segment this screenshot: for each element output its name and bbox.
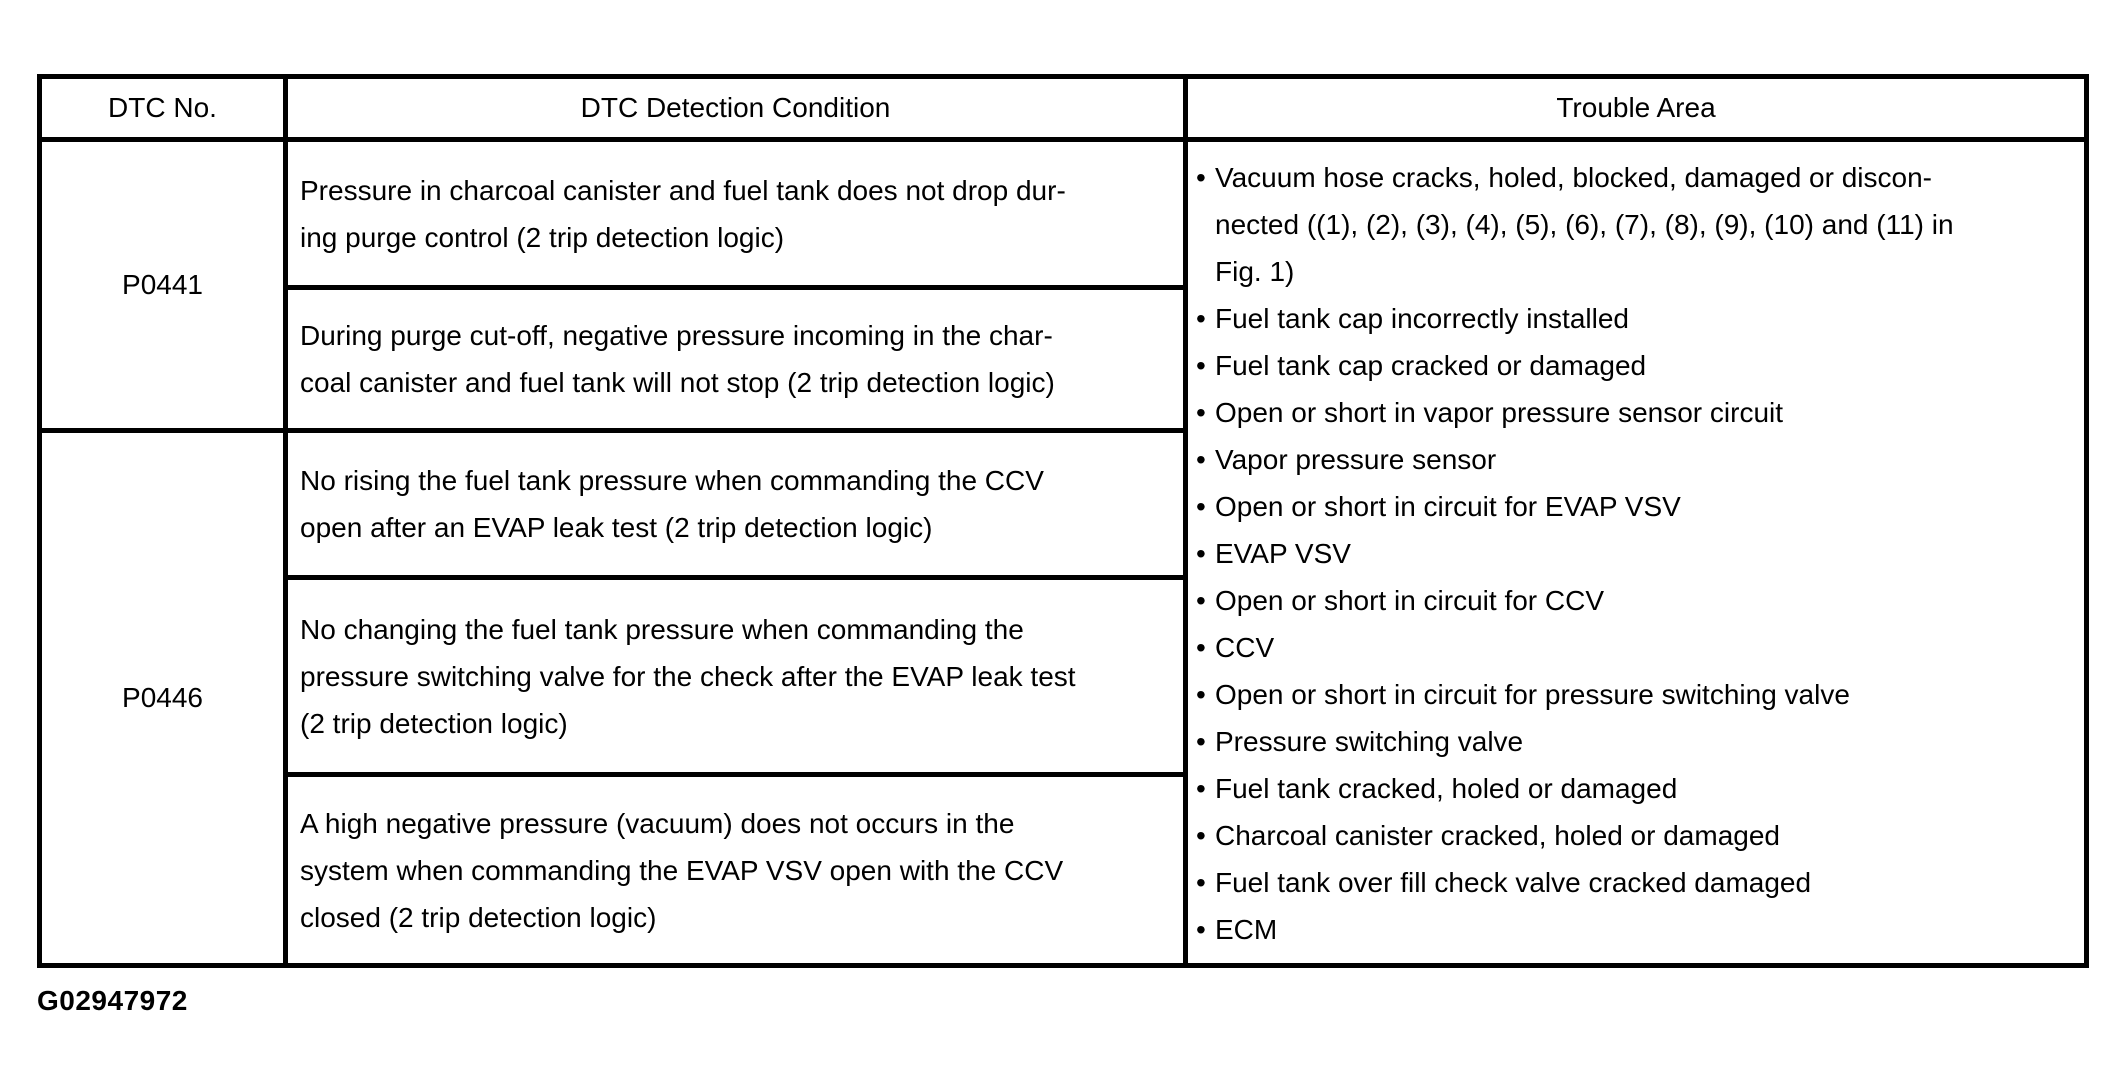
- header-row: [40, 77, 2087, 140]
- bullet-icon: •: [1196, 820, 1206, 851]
- table-row: [40, 140, 2087, 288]
- trouble-item-text: Open or short in vapor pressure sensor circuit: [1215, 397, 1784, 428]
- detection-condition-cell: No rising the fuel tank pressure when commanding the CCV open after an EVAP leak test (2 trip detection logic): [286, 431, 1186, 578]
- detection-condition-cell: During purge cut-off, negative pressure incoming in the char- coal canister and fuel tank will not stop (2 trip detection logic): [286, 288, 1186, 431]
- list-item: [1194, 906, 2076, 953]
- bullet-icon: •: [1196, 491, 1206, 522]
- trouble-area-list: [1188, 142, 2084, 953]
- list-item: [1194, 436, 2076, 483]
- header-trouble-area: Trouble Area: [1186, 77, 2087, 140]
- trouble-item-text: Charcoal canister cracked, holed or damaged: [1215, 820, 1780, 851]
- trouble-item-text: Open or short in circuit for EVAP VSV: [1215, 491, 1681, 522]
- list-item: [1194, 624, 2076, 671]
- bullet-icon: •: [1196, 773, 1206, 804]
- dtc-code-cell: P0441: [40, 140, 286, 431]
- trouble-item-text: Open or short in circuit for CCV: [1215, 585, 1605, 616]
- trouble-item-text: CCV: [1215, 632, 1275, 663]
- list-item: [1194, 671, 2076, 718]
- bullet-icon: •: [1196, 538, 1206, 569]
- bullet-icon: •: [1196, 914, 1206, 945]
- list-item: [1194, 154, 2076, 295]
- trouble-area-cell: [1186, 140, 2087, 966]
- list-item: [1194, 765, 2076, 812]
- list-item: [1194, 530, 2076, 577]
- header-detection-condition: DTC Detection Condition: [286, 77, 1186, 140]
- bullet-icon: •: [1196, 726, 1206, 757]
- figure-id: G02947972: [37, 985, 188, 1016]
- trouble-item-text: Fuel tank cap incorrectly installed: [1215, 303, 1629, 334]
- trouble-item-text: Fuel tank cap cracked or damaged: [1215, 350, 1647, 381]
- header-dtc-no: DTC No.: [40, 77, 286, 140]
- dtc-table: [37, 74, 2089, 968]
- dtc-code-cell: P0446: [40, 431, 286, 966]
- bullet-icon: •: [1196, 444, 1206, 475]
- list-item: [1194, 812, 2076, 859]
- list-item: [1194, 577, 2076, 624]
- list-item: [1194, 718, 2076, 765]
- bullet-icon: •: [1196, 303, 1206, 334]
- bullet-icon: •: [1196, 162, 1206, 193]
- bullet-icon: •: [1196, 350, 1206, 381]
- trouble-item-text: Open or short in circuit for pressure switching valve: [1215, 679, 1850, 710]
- trouble-item-text: Vapor pressure sensor: [1215, 444, 1497, 475]
- trouble-item-text: EVAP VSV: [1215, 538, 1351, 569]
- list-item: [1194, 389, 2076, 436]
- list-item: [1194, 483, 2076, 530]
- list-item: [1194, 295, 2076, 342]
- bullet-icon: •: [1196, 585, 1206, 616]
- list-item: [1194, 859, 2076, 906]
- trouble-item-text: Fuel tank over fill check valve cracked damaged: [1215, 867, 1812, 898]
- bullet-icon: •: [1196, 632, 1206, 663]
- bullet-icon: •: [1196, 397, 1206, 428]
- detection-condition-cell: Pressure in charcoal canister and fuel tank does not drop dur- ing purge control (2 trip detection logic): [286, 140, 1186, 288]
- detection-condition-cell: A high negative pressure (vacuum) does not occurs in the system when commanding the EVAP VSV open with the CCV closed (2 trip detection logic): [286, 775, 1186, 966]
- trouble-item-text: ECM: [1215, 914, 1278, 945]
- bullet-icon: •: [1196, 867, 1206, 898]
- bullet-icon: •: [1196, 679, 1206, 710]
- detection-condition-cell: No changing the fuel tank pressure when commanding the pressure switching valve for the check after the EVAP leak test (2 trip detection logic): [286, 578, 1186, 775]
- trouble-item-text: Vacuum hose cracks, holed, blocked, damaged or discon- nected ((1), (2), (3), (4), (5), (6), (7), (8), (9), (10) and (11) in Fig. 1): [1215, 162, 1954, 287]
- trouble-item-text: Pressure switching valve: [1215, 726, 1524, 757]
- list-item: [1194, 342, 2076, 389]
- trouble-item-text: Fuel tank cracked, holed or damaged: [1215, 773, 1678, 804]
